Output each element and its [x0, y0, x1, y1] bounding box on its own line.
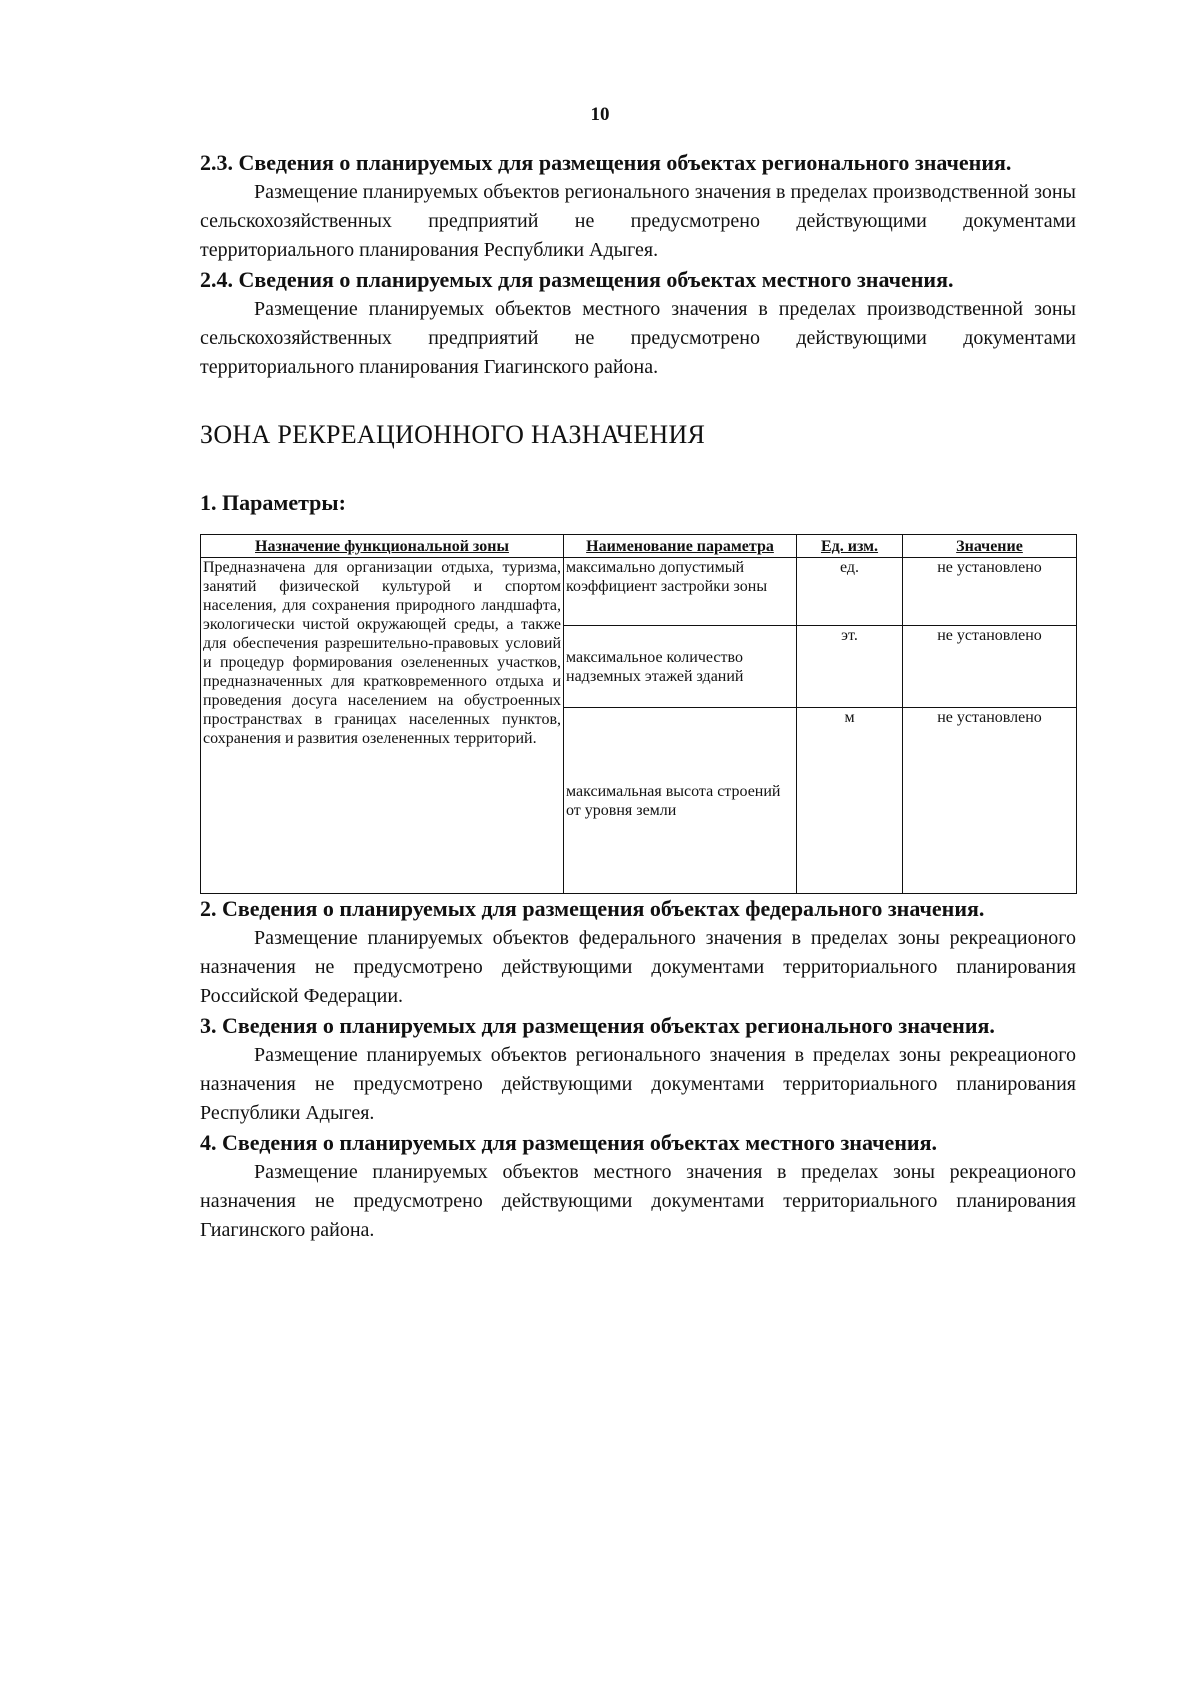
header-purpose: Назначение функциональной зоны: [201, 535, 564, 558]
section-text-2-4: Размещение планируемых объектов местного значения в пределах производственной зоны сельскохозяйственных предприятий не предусмотрено действующими документами территориального планирования Гиагинского района.: [200, 298, 1076, 378]
section-heading-4: 4. Сведения о планируемых для размещения объектах местного значения.: [200, 1130, 937, 1155]
purpose-cell: Предназначена для организации отдыха, туризма, занятий физической культурой и спортом населения, для сохранения природного ландшафта, экологически чистой окружающей среды, а также для обеспечения разрешительно-правовых условий и процедур формирования озелененных участков, предназначенных для кратковременного отдыха и проведения досуга населением на обустроенных пространствах в границах населенных пунктов, сохранения и развития озелененных территорий.: [201, 558, 564, 894]
document-content: [200, 148, 1076, 1245]
page-number: 10: [590, 104, 610, 125]
section-heading-2-3: 2.3. Сведения о планируемых для размещения объектах регионального значения.: [200, 150, 1012, 175]
unit-cell: ед.: [797, 558, 903, 626]
section-heading-3: 3. Сведения о планируемых для размещения объектах регионального значения.: [200, 1013, 995, 1038]
section-text-3: Размещение планируемых объектов регионального значения в пределах зоны рекреационого назначения не предусмотрено действующими документами территориального планирования Республики Адыгея.: [200, 1044, 1076, 1124]
value-cell: не установлено: [903, 708, 1077, 894]
header-unit: Ед. изм.: [797, 535, 903, 558]
section-heading-2: 2. Сведения о планируемых для размещения объектах федерального значения.: [200, 896, 985, 921]
header-value: Значение: [903, 535, 1077, 558]
zone-title: ЗОНА РЕКРЕАЦИОННОГО НАЗНАЧЕНИЯ: [200, 420, 706, 449]
parameters-table: [200, 534, 1077, 894]
section-text-2: Размещение планируемых объектов федерального значения в пределах зоны рекреационого назначения не предусмотрено действующими документами территориального планирования Российской Федерации.: [200, 927, 1076, 1007]
header-parameter: Наименование параметра: [564, 535, 797, 558]
table-row: [201, 558, 1077, 626]
unit-cell: м: [797, 708, 903, 894]
param-name-cell: максимально допустимый коэффициент застройки зоны: [564, 558, 797, 626]
section-text-4: Размещение планируемых объектов местного значения в пределах зоны рекреационого назначения не предусмотрено действующими документами территориального планирования Гиагинского района.: [200, 1161, 1076, 1241]
params-title: 1. Параметры:: [200, 490, 346, 515]
unit-cell: эт.: [797, 626, 903, 708]
param-name-cell: максимальная высота строений от уровня земли: [564, 708, 797, 894]
section-heading-2-4: 2.4. Сведения о планируемых для размещения объектах местного значения.: [200, 267, 954, 292]
value-cell: не установлено: [903, 626, 1077, 708]
value-cell: не установлено: [903, 558, 1077, 626]
table-header-row: [201, 535, 1077, 558]
section-text-2-3: Размещение планируемых объектов регионального значения в пределах производственной зоны сельскохозяйственных предприятий не предусмотрено действующими документами территориального планирования Республики Адыгея.: [200, 181, 1076, 261]
param-name-cell: максимальное количество надземных этажей зданий: [564, 626, 797, 708]
